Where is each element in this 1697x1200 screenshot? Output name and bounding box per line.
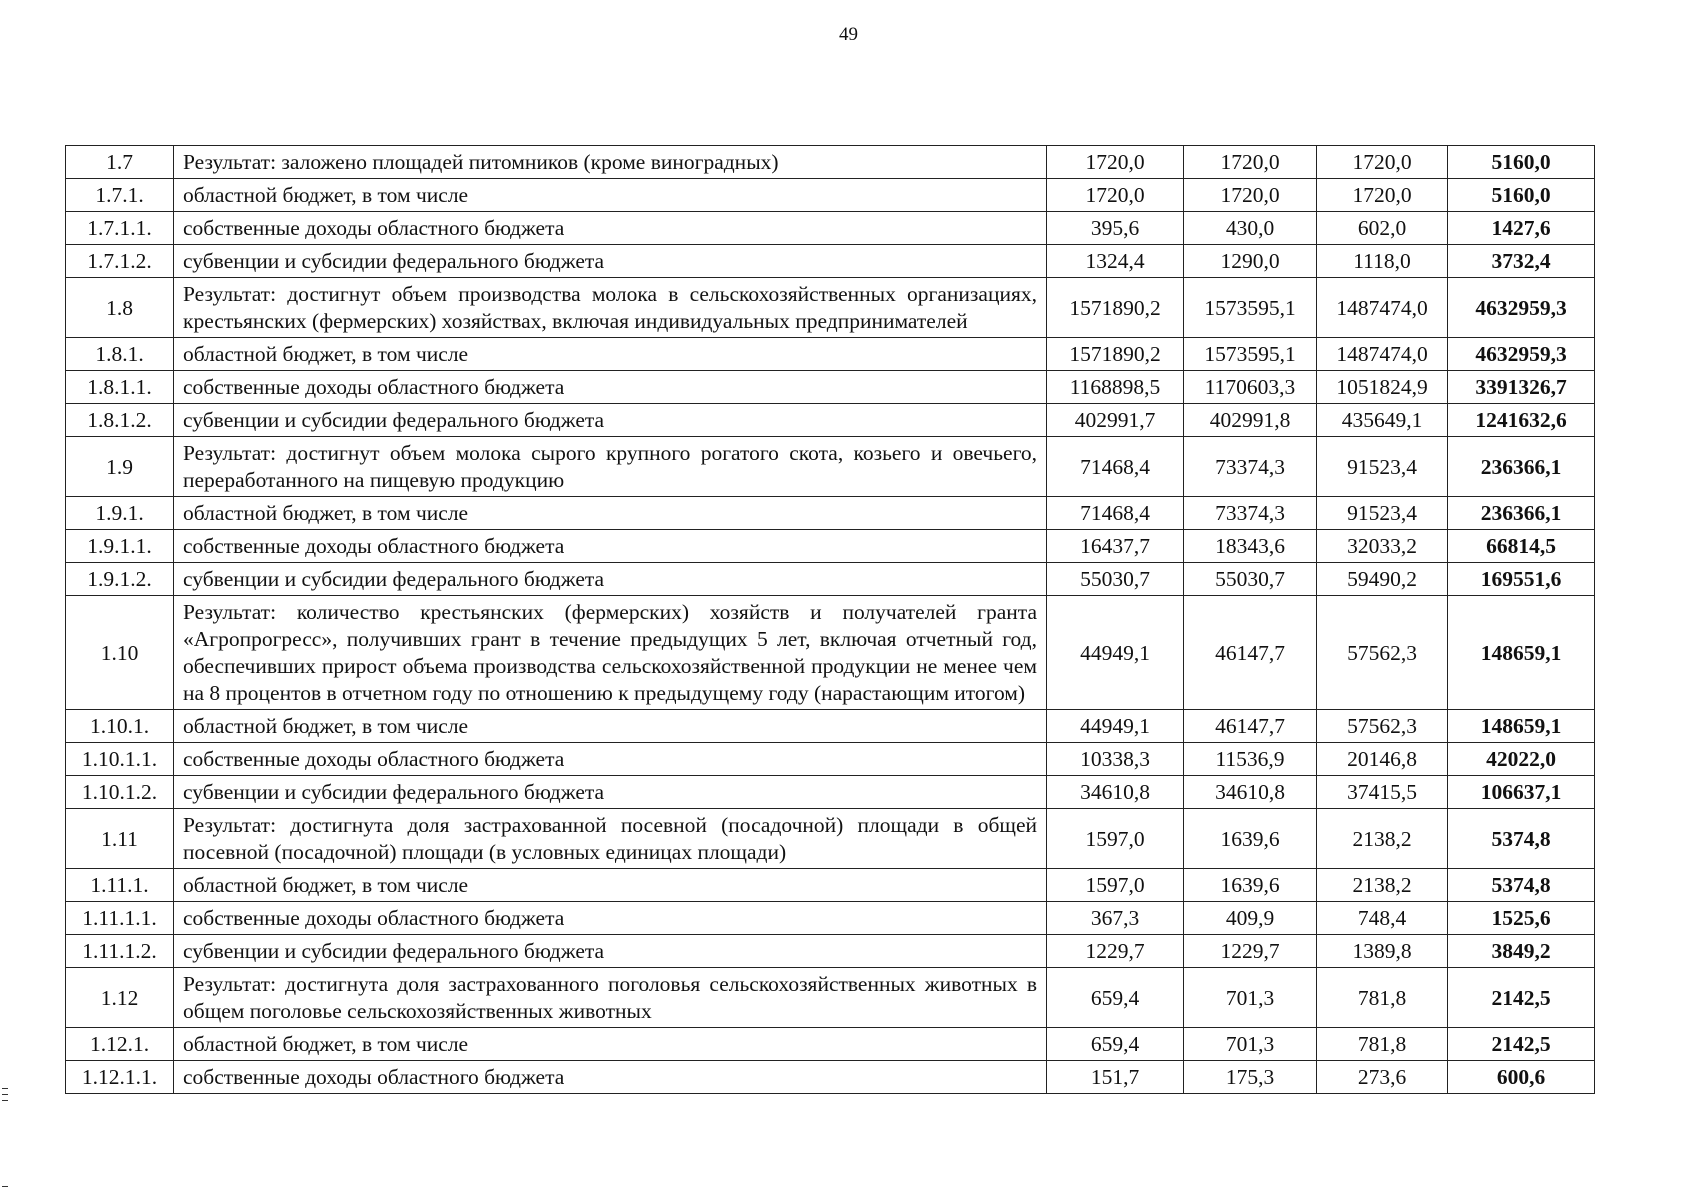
table-row: [66, 146, 1595, 179]
row-code-cell: 1.9.1.2.: [66, 563, 174, 596]
value-year3-cell: 273,6: [1317, 1061, 1448, 1094]
row-name-cell: Результат: заложено площадей питомников (кроме виноградных): [174, 146, 1047, 179]
row-code-cell: 1.8.1.: [66, 338, 174, 371]
value-year3-cell: 781,8: [1317, 968, 1448, 1028]
row-code-cell: 1.8.1.1.: [66, 371, 174, 404]
table-row: [66, 869, 1595, 902]
row-name-cell: субвенции и субсидии федерального бюджета: [174, 776, 1047, 809]
table-row: [66, 404, 1595, 437]
margin-mark: [2, 1100, 8, 1101]
row-name-cell: собственные доходы областного бюджета: [174, 1061, 1047, 1094]
row-code-cell: 1.10.1.: [66, 710, 174, 743]
row-name-cell: собственные доходы областного бюджета: [174, 371, 1047, 404]
total-cell: 5160,0: [1448, 146, 1595, 179]
row-code-cell: 1.10.1.1.: [66, 743, 174, 776]
value-year1-cell: 16437,7: [1047, 530, 1184, 563]
row-name-cell: собственные доходы областного бюджета: [174, 212, 1047, 245]
total-cell: 5374,8: [1448, 809, 1595, 869]
table-row: [66, 935, 1595, 968]
row-name-cell: Результат: достигнут объем молока сырого крупного рогатого скота, козьего и овечьего, переработанного на пищевую продукцию: [174, 437, 1047, 497]
value-year2-cell: 701,3: [1184, 968, 1317, 1028]
table-row: [66, 530, 1595, 563]
row-code-cell: 1.10.1.2.: [66, 776, 174, 809]
row-name-cell: субвенции и субсидии федерального бюджета: [174, 563, 1047, 596]
table-row: [66, 902, 1595, 935]
value-year3-cell: 748,4: [1317, 902, 1448, 935]
value-year2-cell: 1229,7: [1184, 935, 1317, 968]
value-year1-cell: 55030,7: [1047, 563, 1184, 596]
total-cell: 169551,6: [1448, 563, 1595, 596]
row-code-cell: 1.8.1.2.: [66, 404, 174, 437]
table-row: [66, 809, 1595, 869]
row-name-cell: собственные доходы областного бюджета: [174, 530, 1047, 563]
table-row: [66, 371, 1595, 404]
table-row: [66, 743, 1595, 776]
table-row: [66, 338, 1595, 371]
total-cell: 3732,4: [1448, 245, 1595, 278]
total-cell: 3849,2: [1448, 935, 1595, 968]
total-cell: 236366,1: [1448, 497, 1595, 530]
value-year1-cell: 402991,7: [1047, 404, 1184, 437]
row-name-cell: областной бюджет, в том числе: [174, 1028, 1047, 1061]
row-code-cell: 1.7.1.1.: [66, 212, 174, 245]
value-year1-cell: 1229,7: [1047, 935, 1184, 968]
value-year1-cell: 1168898,5: [1047, 371, 1184, 404]
value-year2-cell: 1639,6: [1184, 809, 1317, 869]
value-year1-cell: 44949,1: [1047, 710, 1184, 743]
row-name-cell: субвенции и субсидии федерального бюджета: [174, 404, 1047, 437]
value-year2-cell: 46147,7: [1184, 710, 1317, 743]
table-row: [66, 596, 1595, 710]
value-year1-cell: 1571890,2: [1047, 278, 1184, 338]
value-year2-cell: 46147,7: [1184, 596, 1317, 710]
table-body: [66, 146, 1595, 1094]
value-year3-cell: 1720,0: [1317, 179, 1448, 212]
value-year3-cell: 1720,0: [1317, 146, 1448, 179]
total-cell: 42022,0: [1448, 743, 1595, 776]
total-cell: 4632959,3: [1448, 338, 1595, 371]
row-name-cell: собственные доходы областного бюджета: [174, 902, 1047, 935]
value-year3-cell: 91523,4: [1317, 437, 1448, 497]
page-number: 49: [839, 24, 858, 45]
row-code-cell: 1.12: [66, 968, 174, 1028]
value-year2-cell: 18343,6: [1184, 530, 1317, 563]
total-cell: 5374,8: [1448, 869, 1595, 902]
value-year2-cell: 34610,8: [1184, 776, 1317, 809]
value-year2-cell: 1720,0: [1184, 179, 1317, 212]
table-row: [66, 968, 1595, 1028]
row-code-cell: 1.11: [66, 809, 174, 869]
value-year3-cell: 32033,2: [1317, 530, 1448, 563]
table-row: [66, 563, 1595, 596]
table-row: [66, 212, 1595, 245]
row-code-cell: 1.12.1.1.: [66, 1061, 174, 1094]
value-year2-cell: 430,0: [1184, 212, 1317, 245]
value-year1-cell: 659,4: [1047, 968, 1184, 1028]
row-name-cell: Результат: достигнута доля застрахованного поголовья сельскохозяйственных животных в общем поголовье сельскохозяйственных животных: [174, 968, 1047, 1028]
row-code-cell: 1.9: [66, 437, 174, 497]
total-cell: 600,6: [1448, 1061, 1595, 1094]
total-cell: 2142,5: [1448, 1028, 1595, 1061]
total-cell: 3391326,7: [1448, 371, 1595, 404]
row-name-cell: субвенции и субсидии федерального бюджета: [174, 245, 1047, 278]
value-year3-cell: 435649,1: [1317, 404, 1448, 437]
value-year2-cell: 1639,6: [1184, 869, 1317, 902]
table-row: [66, 710, 1595, 743]
value-year1-cell: 71468,4: [1047, 497, 1184, 530]
total-cell: 1427,6: [1448, 212, 1595, 245]
value-year2-cell: 55030,7: [1184, 563, 1317, 596]
total-cell: 148659,1: [1448, 596, 1595, 710]
value-year3-cell: 2138,2: [1317, 809, 1448, 869]
value-year2-cell: 1573595,1: [1184, 278, 1317, 338]
total-cell: 106637,1: [1448, 776, 1595, 809]
margin-mark: [2, 1094, 8, 1095]
margin-mark: [2, 1186, 8, 1187]
table-row: [66, 497, 1595, 530]
value-year1-cell: 44949,1: [1047, 596, 1184, 710]
value-year3-cell: 91523,4: [1317, 497, 1448, 530]
value-year1-cell: 1720,0: [1047, 179, 1184, 212]
value-year1-cell: 659,4: [1047, 1028, 1184, 1061]
value-year1-cell: 151,7: [1047, 1061, 1184, 1094]
table-row: [66, 1028, 1595, 1061]
value-year3-cell: 2138,2: [1317, 869, 1448, 902]
row-name-cell: Результат: количество крестьянских (фермерских) хозяйств и получателей гранта «Агропрогресс», получивших грант в течение предыдущих 5 лет, включая отчетный год, обеспечивших прирост объема производства сельскохозяйственной продукции не менее чем на 8 процентов в отчетном году по отношению к предыдущему году (нарастающим итогом): [174, 596, 1047, 710]
row-name-cell: областной бюджет, в том числе: [174, 710, 1047, 743]
value-year3-cell: 1487474,0: [1317, 338, 1448, 371]
value-year2-cell: 73374,3: [1184, 437, 1317, 497]
value-year2-cell: 11536,9: [1184, 743, 1317, 776]
row-code-cell: 1.9.1.1.: [66, 530, 174, 563]
total-cell: 236366,1: [1448, 437, 1595, 497]
value-year3-cell: 37415,5: [1317, 776, 1448, 809]
row-code-cell: 1.7.1.2.: [66, 245, 174, 278]
value-year1-cell: 10338,3: [1047, 743, 1184, 776]
row-code-cell: 1.7: [66, 146, 174, 179]
value-year2-cell: 175,3: [1184, 1061, 1317, 1094]
row-code-cell: 1.12.1.: [66, 1028, 174, 1061]
row-code-cell: 1.9.1.: [66, 497, 174, 530]
row-name-cell: Результат: достигнут объем производства молока в сельскохозяйственных организациях, крестьянских (фермерских) хозяйствах, включая индивидуальных предпринимателей: [174, 278, 1047, 338]
value-year2-cell: 1290,0: [1184, 245, 1317, 278]
value-year1-cell: 1324,4: [1047, 245, 1184, 278]
value-year1-cell: 1597,0: [1047, 809, 1184, 869]
value-year3-cell: 781,8: [1317, 1028, 1448, 1061]
value-year1-cell: 367,3: [1047, 902, 1184, 935]
value-year2-cell: 73374,3: [1184, 497, 1317, 530]
value-year3-cell: 1389,8: [1317, 935, 1448, 968]
value-year1-cell: 71468,4: [1047, 437, 1184, 497]
value-year3-cell: 1118,0: [1317, 245, 1448, 278]
value-year3-cell: 20146,8: [1317, 743, 1448, 776]
row-name-cell: областной бюджет, в том числе: [174, 338, 1047, 371]
table-row: [66, 776, 1595, 809]
row-name-cell: областной бюджет, в том числе: [174, 869, 1047, 902]
total-cell: 2142,5: [1448, 968, 1595, 1028]
margin-mark: [2, 1088, 8, 1089]
total-cell: 4632959,3: [1448, 278, 1595, 338]
value-year2-cell: 1170603,3: [1184, 371, 1317, 404]
budget-table: [65, 145, 1595, 1094]
value-year3-cell: 57562,3: [1317, 710, 1448, 743]
value-year3-cell: 57562,3: [1317, 596, 1448, 710]
value-year3-cell: 59490,2: [1317, 563, 1448, 596]
row-name-cell: собственные доходы областного бюджета: [174, 743, 1047, 776]
row-code-cell: 1.11.1.2.: [66, 935, 174, 968]
table-row: [66, 1061, 1595, 1094]
table-row: [66, 437, 1595, 497]
value-year3-cell: 602,0: [1317, 212, 1448, 245]
value-year1-cell: 1720,0: [1047, 146, 1184, 179]
value-year1-cell: 1597,0: [1047, 869, 1184, 902]
value-year1-cell: 395,6: [1047, 212, 1184, 245]
total-cell: 5160,0: [1448, 179, 1595, 212]
row-name-cell: субвенции и субсидии федерального бюджета: [174, 935, 1047, 968]
value-year2-cell: 402991,8: [1184, 404, 1317, 437]
value-year3-cell: 1051824,9: [1317, 371, 1448, 404]
value-year2-cell: 1720,0: [1184, 146, 1317, 179]
row-name-cell: областной бюджет, в том числе: [174, 497, 1047, 530]
row-code-cell: 1.8: [66, 278, 174, 338]
row-name-cell: Результат: достигнута доля застрахованной посевной (посадочной) площади в общей посевной (посадочной) площади (в условных единицах площади): [174, 809, 1047, 869]
table-row: [66, 278, 1595, 338]
value-year1-cell: 34610,8: [1047, 776, 1184, 809]
value-year2-cell: 701,3: [1184, 1028, 1317, 1061]
row-name-cell: областной бюджет, в том числе: [174, 179, 1047, 212]
value-year2-cell: 1573595,1: [1184, 338, 1317, 371]
row-code-cell: 1.7.1.: [66, 179, 174, 212]
row-code-cell: 1.11.1.: [66, 869, 174, 902]
row-code-cell: 1.10: [66, 596, 174, 710]
table-row: [66, 179, 1595, 212]
table-row: [66, 245, 1595, 278]
value-year1-cell: 1571890,2: [1047, 338, 1184, 371]
total-cell: 1525,6: [1448, 902, 1595, 935]
value-year3-cell: 1487474,0: [1317, 278, 1448, 338]
total-cell: 148659,1: [1448, 710, 1595, 743]
total-cell: 66814,5: [1448, 530, 1595, 563]
value-year2-cell: 409,9: [1184, 902, 1317, 935]
total-cell: 1241632,6: [1448, 404, 1595, 437]
row-code-cell: 1.11.1.1.: [66, 902, 174, 935]
